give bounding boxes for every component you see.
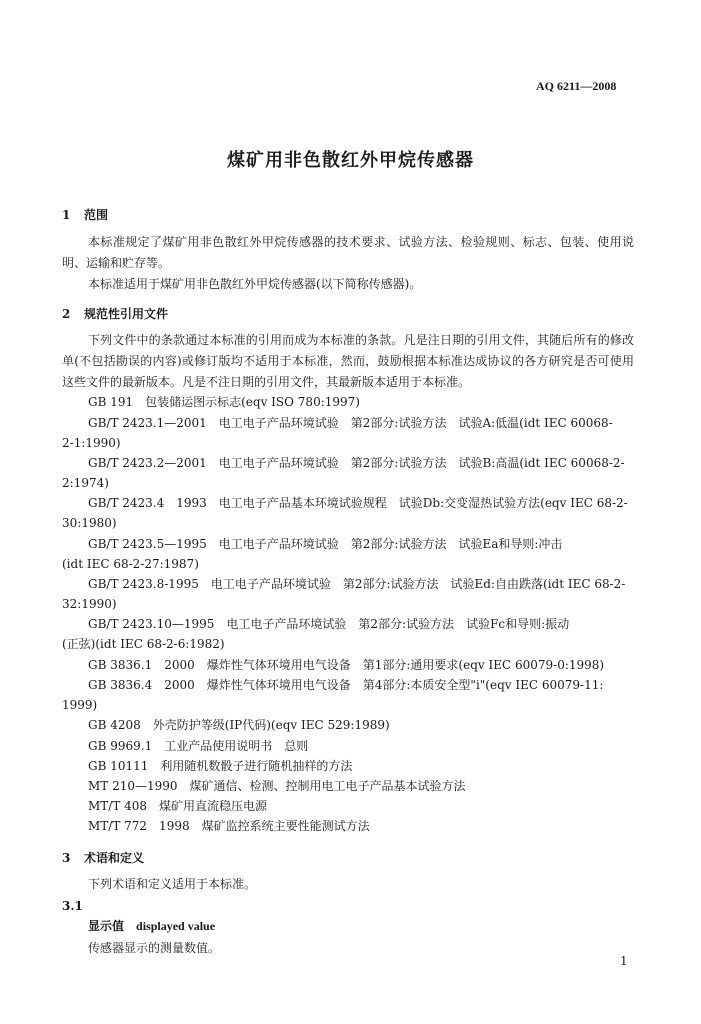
term-english: displayed value [136,919,216,933]
section-2-intro: 下列文件中的条款通过本标准的引用而成为本标准的条款。凡是注日期的引用文件，其随后所有的修改单(不包括勘误的内容)或修订版均不适用于本标准，然而，鼓励根据本标准达成协议的各方研究是否可使用这些文件的最新版本。凡是不注日期的引用文件，其最新版本适用于本标准。 [62,333,634,389]
ref-gb-9969-1: GB 9969.1 工业产品使用说明书 总则 [88,739,309,753]
ref-gbt-2423-8: GB/T 2423.8-1995 电工电子产品环境试验 第2部分:试验方法 试验Ed:自由跌落(idt IEC 68-2- [88,577,626,591]
term-heading [88,916,215,936]
section-1-heading [62,206,108,223]
section-number: 3 [62,851,71,865]
ref-gbt-2423-4: GB/T 2423.4 1993 电工电子产品基本环境试验规程 试验Db:交变湿热试验方法(eqv IEC 68-2- [88,496,628,510]
section-3-intro: 下列术语和定义适用于本标准。 [88,877,257,891]
ref-mtt-408: MT/T 408 煤矿用直流稳压电源 [88,799,268,813]
subsection-3-1-number: 3.1 [62,899,83,913]
ref-gbt-2423-8-cont: 32:1990) [62,597,117,611]
section-title: 范围 [84,208,109,222]
ref-gbt-2423-1-cont: 2-1:1990) [62,436,121,450]
section-number: 1 [62,208,71,222]
section-1-paragraph-2: 本标准适用于煤矿用非色散红外甲烷传感器(以下简称传感器)。 [88,277,422,291]
ref-gb-191: GB 191 包装储运图示标志(eqv ISO 780:1997) [88,395,360,409]
section-2-heading [62,305,168,322]
ref-gbt-2423-5-cont: (idt IEC 68-2-27:1987) [62,557,199,571]
section-title: 术语和定义 [84,851,145,865]
ref-gb-3836-1: GB 3836.1 2000 爆炸性气体环境用电气设备 第1部分:通用要求(eqv IEC 60079-0:1998) [88,658,605,672]
section-3-heading [62,849,144,866]
document-title: 煤矿用非色散红外甲烷传感器 [227,150,474,171]
section-number: 2 [62,307,71,321]
term-chinese: 显示值 [88,919,125,933]
ref-gbt-2423-2: GB/T 2423.2—2001 电工电子产品环境试验 第2部分:试验方法 试验B:高温(idt IEC 60068-2- [88,456,625,470]
ref-gbt-2423-2-cont: 2:1974) [62,476,109,490]
ref-gb-3836-4-cont: 1999) [62,698,98,712]
section-1-paragraph-1: 本标准规定了煤矿用非色散红外甲烷传感器的技术要求、试验方法、检验规则、标志、包装、使用说明、运输和贮存等。 [62,235,634,270]
standard-code: AQ 6211—2008 [536,79,617,93]
ref-gbt-2423-5: GB/T 2423.5—1995 电工电子产品环境试验 第2部分:试验方法 试验Ea和导则:冲击 [88,537,563,551]
page-number: 1 [620,954,628,968]
ref-gb-3836-4: GB 3836.4 2000 爆炸性气体环境用电气设备 第4部分:本质安全型"i"(eqv IEC 60079-11: [88,678,604,692]
ref-gbt-2423-10-cont: (正弦)(idt IEC 68-2-6:1982) [62,637,225,651]
ref-gbt-2423-4-cont: 30:1980) [62,516,117,530]
ref-mtt-772: MT/T 772 1998 煤矿监控系统主要性能测试方法 [88,819,370,833]
ref-gbt-2423-10: GB/T 2423.10—1995 电工电子产品环境试验 第2部分:试验方法 试验Fc和导则:振动 [88,617,570,631]
ref-gbt-2423-1: GB/T 2423.1—2001 电工电子产品环境试验 第2部分:试验方法 试验A:低温(idt IEC 60068- [88,416,613,430]
term-definition: 传感器显示的测量数值。 [88,941,221,955]
ref-mt-210: MT 210—1990 煤矿通信、检测、控制用电工电子产品基本试验方法 [88,779,466,793]
ref-gb-4208: GB 4208 外壳防护等级(IP代码)(eqv IEC 529:1989) [88,718,390,732]
section-title: 规范性引用文件 [84,307,169,321]
ref-gb-10111: GB 10111 利用随机数骰子进行随机抽样的方法 [88,759,353,773]
